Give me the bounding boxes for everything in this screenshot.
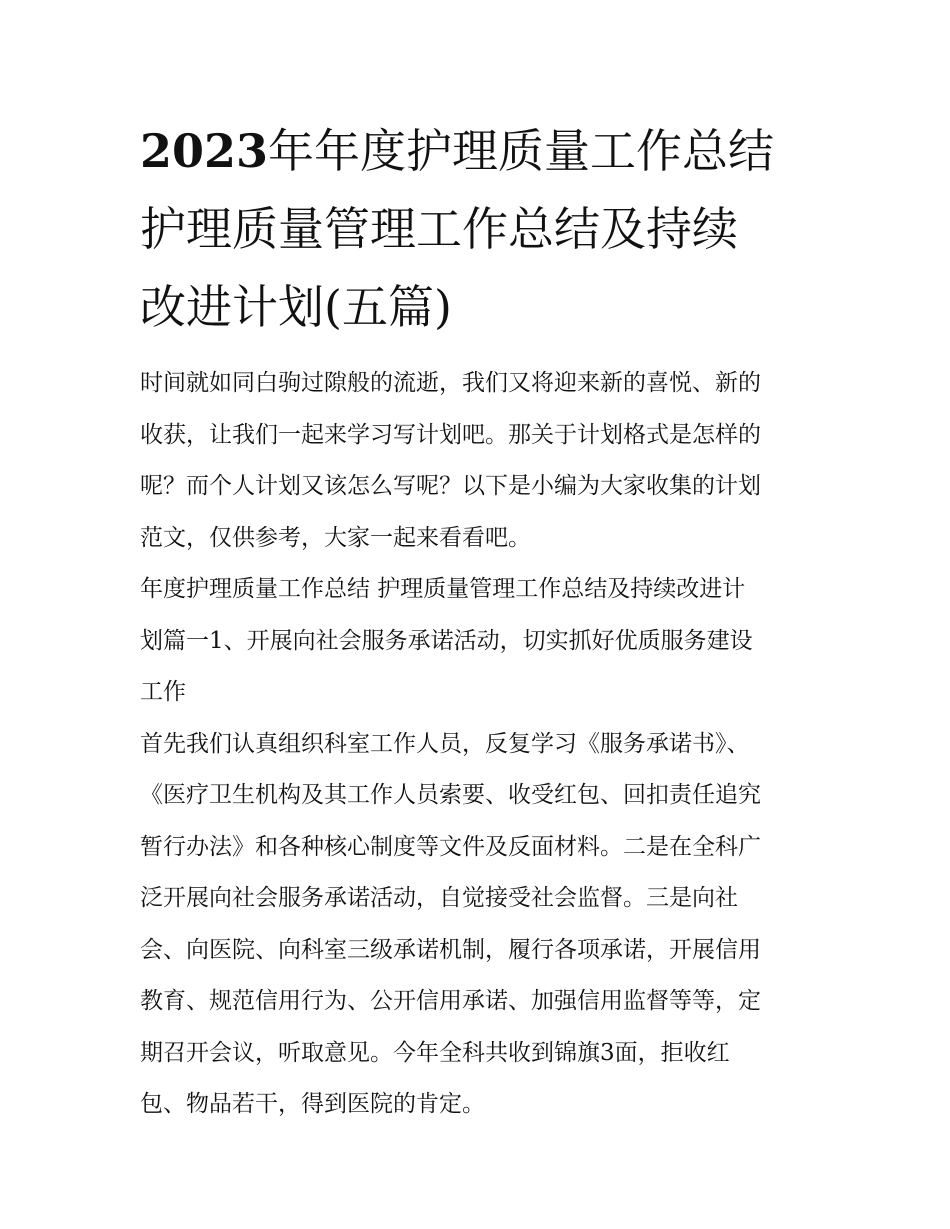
paragraph-line: 《医疗卫生机构及其工作人员索要、收受红包、回扣责任追究 bbox=[140, 782, 761, 808]
paragraph-line: 泛开展向社会服务承诺活动，自觉接受社会监督。三是向社 bbox=[140, 885, 738, 911]
document-content bbox=[140, 112, 812, 1131]
title-line-2: 护理质量管理工作总结及持续 bbox=[140, 202, 738, 256]
paragraph-line: 首先我们认真组织科室工作人员，反复学习《服务承诺书》、 bbox=[140, 730, 750, 757]
paragraph-line: 年度护理质量工作总结 护理质量管理工作总结及持续改进计 bbox=[140, 576, 746, 602]
paragraph-line: 暂行办法》和各种核心制度等文件及反面材料。二是在全科广 bbox=[140, 833, 761, 860]
paragraph-line: 包、物品若干，得到医院的肯定。 bbox=[140, 1091, 485, 1117]
paragraph-intro bbox=[140, 358, 812, 564]
paragraph-line: 工作 bbox=[140, 679, 186, 705]
paragraph-line: 时间就如同白驹过隙般的流逝，我们又将迎来新的喜悦、新的 bbox=[140, 370, 761, 396]
paragraph-section-heading bbox=[140, 564, 812, 719]
paragraph-line: 范文，仅供参考，大家一起来看看吧。 bbox=[140, 524, 531, 551]
title-year: 2023 bbox=[140, 124, 269, 178]
paragraph-line: 期召开会议，听取意见。今年全科共收到锦旗3面，拒收红 bbox=[140, 1039, 730, 1066]
paragraph-line: 会、向医院、向科室三级承诺机制，履行各项承诺，开展信用 bbox=[140, 936, 761, 963]
paragraph-line: 教育、规范信用行为、公开信用承诺、加强信用监督等等，定 bbox=[140, 988, 761, 1014]
title-line-3: 改进计划(五篇) bbox=[140, 280, 452, 334]
paragraph-line: 呢？而个人计划又该怎么写呢？以下是小编为大家收集的计划 bbox=[140, 473, 761, 499]
paragraph-line: 划篇一1、开展向社会服务承诺活动，切实抓好优质服务建设 bbox=[140, 627, 753, 654]
document-title bbox=[140, 112, 812, 346]
paragraph-body bbox=[140, 719, 812, 1131]
paragraph-line: 收获，让我们一起来学习写计划吧。那关于计划格式是怎样的 bbox=[140, 421, 761, 448]
title-line-1 bbox=[140, 112, 812, 190]
title-line-1-text: 年年度护理质量工作总结 bbox=[268, 124, 775, 178]
